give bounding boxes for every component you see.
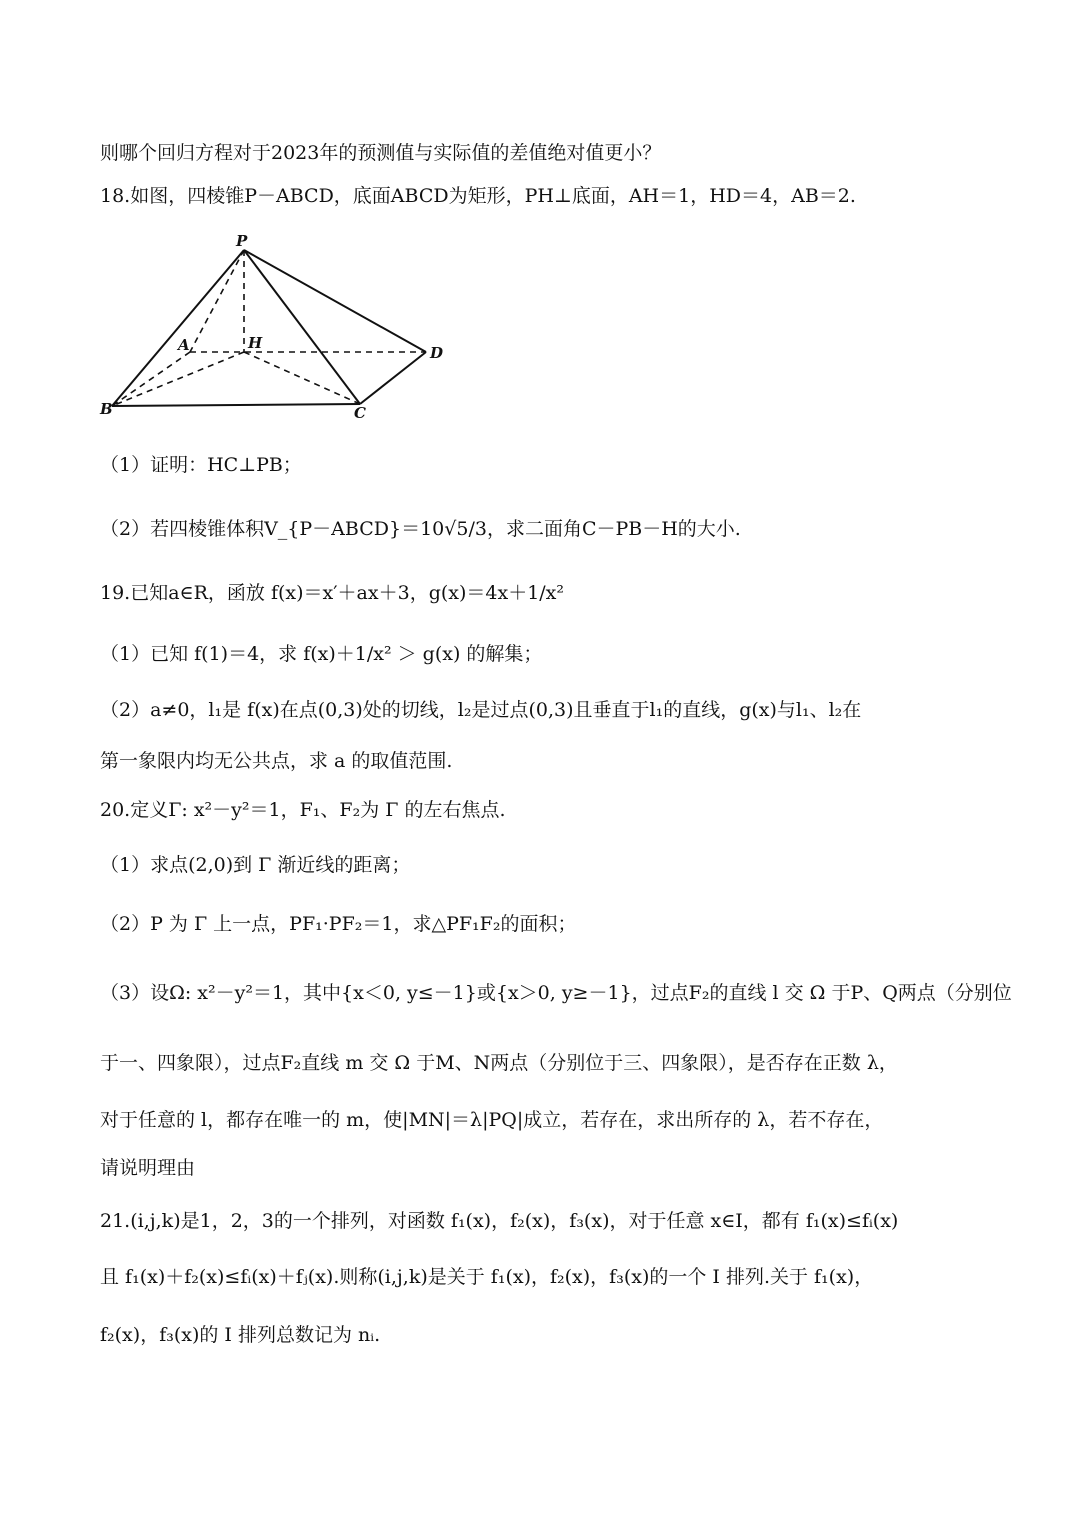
problem-20-heading: 20.定义Γ: x²－y²＝1，F₁、F₂为 Γ 的左右焦点. bbox=[100, 799, 506, 821]
problem-21-cont: 且 f₁(x)＋f₂(x)≤fᵢ(x)＋fⱼ(x).则称(i,j,k)是关于 f₁(x)，f₂(x)，f₃(x)的一个 I 排列.关于 f₁(x)， bbox=[100, 1266, 874, 1288]
problem-20-part-3-cont: 对于任意的 l，都存在唯一的 m，使|MN|＝λ|PQ|成立，若存在，求出所存的 λ，若不存在， bbox=[100, 1109, 884, 1131]
problem-18-part-2: （2）若四棱锥体积V_{P－ABCD}＝10√5/3，求二面角C－PB－H的大小. bbox=[100, 518, 741, 540]
edge-PD bbox=[244, 250, 426, 352]
edge-CD bbox=[360, 352, 426, 404]
problem-19-part-1: （1）已知 f(1)＝4，求 f(x)＋1/x² ＞ g(x) 的解集； bbox=[100, 643, 543, 665]
edge-PA bbox=[190, 250, 244, 352]
problem-18-part-1: （1）证明：HC⊥PB； bbox=[100, 454, 302, 476]
edge-BC bbox=[112, 404, 360, 406]
edge-PC bbox=[244, 250, 360, 404]
problem-20-part-3-end: 请说明理由 bbox=[100, 1157, 196, 1179]
problem-20-part-3: （3）设Ω: x²－y²＝1，其中{x＜0, y≤－1}或{x＞0, y≥－1}，过点F₂的直线 l 交 Ω 于P、Q两点（分别位 bbox=[100, 982, 1012, 1004]
text-line: 则哪个回归方程对于2023年的预测值与实际值的差值绝对值更小？ bbox=[100, 142, 662, 164]
vertex-label-C: C bbox=[354, 404, 366, 422]
problem-20-part-1: （1）求点(2,0)到 Γ 渐近线的距离； bbox=[100, 854, 411, 876]
problem-20-part-3-cont: 于一、四象限），过点F₂直线 m 交 Ω 于M、N两点（分别位于三、四象限），是否存在正数 λ， bbox=[100, 1052, 898, 1074]
problem-21-end: f₂(x)，f₃(x)的 I 排列总数记为 nᵢ. bbox=[100, 1324, 381, 1346]
vertex-label-H: H bbox=[248, 334, 263, 352]
problem-18-heading: 18.如图，四棱锥P－ABCD，底面ABCD为矩形，PH⊥底面，AH＝1，HD＝4，AB＝2. bbox=[100, 185, 856, 207]
vertex-label-B: B bbox=[100, 400, 113, 418]
edge-PB bbox=[112, 250, 244, 406]
edge-HC bbox=[244, 352, 360, 404]
problem-21-heading: 21.(i,j,k)是1，2，3的一个排列，对函数 f₁(x)，f₂(x)，f₃(x)，对于任意 x∈I，都有 f₁(x)≤fᵢ(x) bbox=[100, 1210, 899, 1232]
vertex-label-D: D bbox=[430, 344, 444, 362]
vertex-label-P: P bbox=[236, 232, 248, 250]
problem-19-part-2: （2）a≠0，l₁是 f(x)在点(0,3)处的切线，l₂是过点(0,3)且垂直于l₁的直线，g(x)与l₁、l₂在 bbox=[100, 699, 862, 721]
vertex-label-A: A bbox=[178, 336, 190, 354]
pyramid-diagram bbox=[98, 232, 458, 422]
problem-20-part-2: （2）P 为 Γ 上一点，PF₁·PF₂＝1，求△PF₁F₂的面积； bbox=[100, 913, 577, 935]
pyramid-figure bbox=[98, 232, 458, 422]
problem-19-heading: 19.已知a∈R，函放 f(x)＝x′＋ax＋3，g(x)＝4x＋1/x² bbox=[100, 582, 565, 604]
problem-19-part-2-cont: 第一象限内均无公共点，求 a 的取值范围. bbox=[100, 750, 453, 772]
